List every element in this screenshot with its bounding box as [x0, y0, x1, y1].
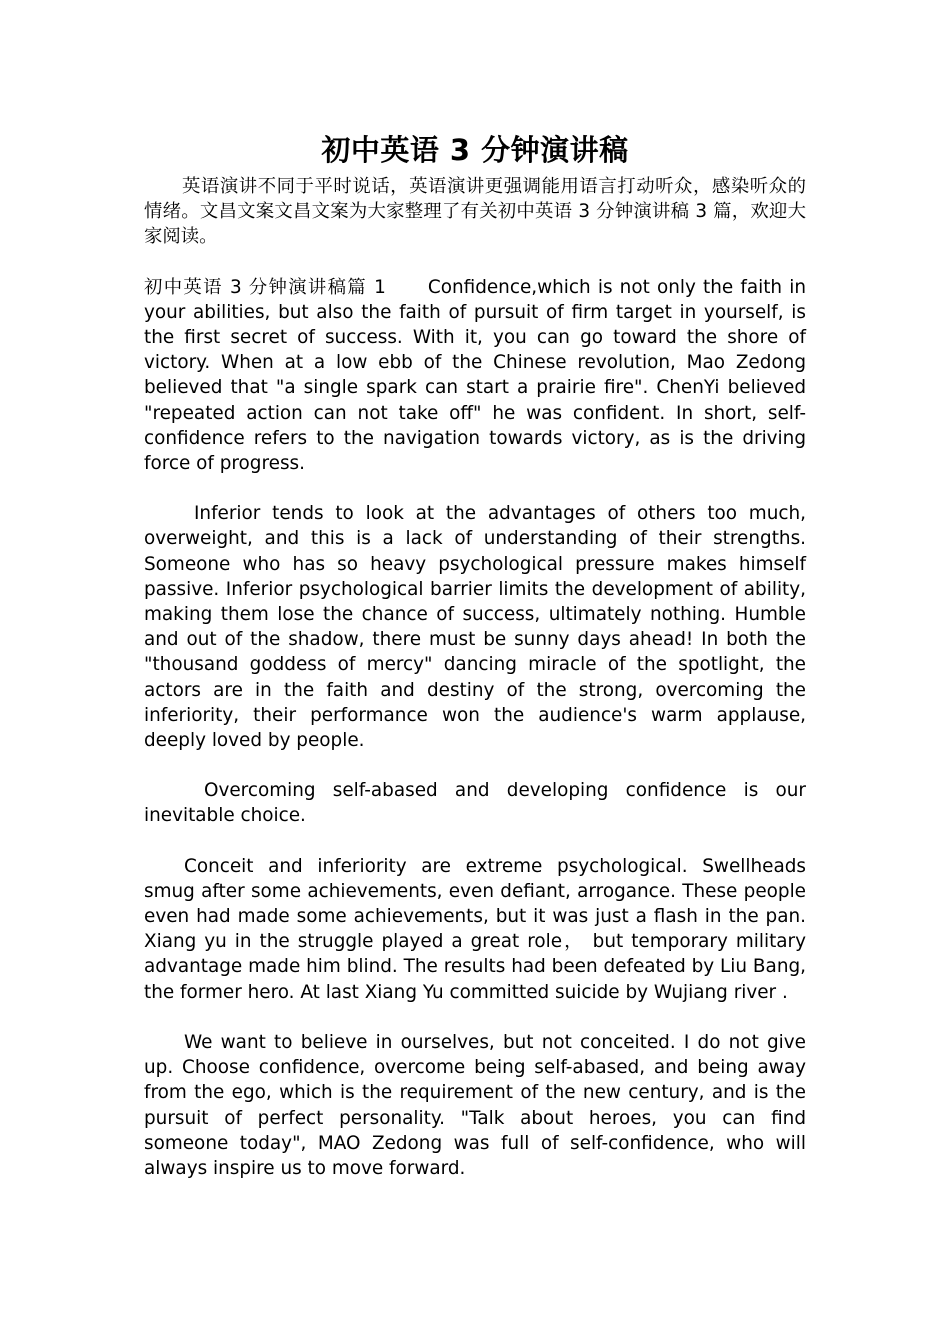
section-1-first-paragraph — [144, 275, 806, 477]
section-1-heading: 初中英语 3 分钟演讲稿篇 1 — [144, 276, 386, 298]
document-page — [144, 128, 806, 1181]
body-paragraph: Inferior tends to look at the advantages of others too much, overweight, and this is a lack of understanding of their strengths. Someone who has so heavy psychological pressure makes himself passive. Inferior psychological barrier limits the development of ability, making them lose the chance of success, ultimately nothing. Humble and out of the shadow, there must be sunny days ahead! In both the "thousand goddess of mercy" dancing miracle of the spotlight, the actors are in the faith and destiny of the strong, overcoming the inferiority, their performance won the audience's warm applause, deeply loved by people. — [144, 503, 806, 752]
paragraph-text: Confidence,which is not only the faith in your abilities, but also the faith of pursuit of firm target in yourself, is the first secret of success. With it, you can go toward the shore of victory. When at a low ebb of the Chinese revolution, Mao Zedong believed that "a single spark can start a prairie fire". ChenYi believed "repeated action can not take off" he was confident. In short, self-confidence refers to the navigation towards victory, as is the driving force of progress. — [144, 276, 806, 475]
page-title: 初中英语 3 分钟演讲稿 — [321, 133, 629, 167]
body-paragraph: We want to believe in ourselves, but not conceited. I do not give up. Choose confidence, overcome being self-abased, and being away from the ego, which is the requirement of the new century, and is the pursuit of perfect personality. "Talk about heroes, you can find someone today", MAO Zedong was full of self-confidence, who will always inspire us to move forward. — [144, 1031, 806, 1179]
body-paragraph: Overcoming self-abased and developing confidence is our inevitable choice. — [144, 780, 806, 827]
intro-paragraph: 英语演讲不同于平时说话，英语演讲更强调能用语言打动听众，感染听众的情绪。文昌文案文昌文案为大家整理了有关初中英语 3 分钟演讲稿 3 篇，欢迎大家阅读。 — [144, 176, 806, 248]
body-paragraph: Conceit and inferiority are extreme psychological. Swellheads smug after some achievements, even defiant, arrogance. These people even had made some achievements, but it was just a flash in the pan. Xiang yu in the struggle played a great role， but temporary military advantage made him blind. The results had been defeated by Liu Bang, the former hero. At last Xiang Yu committed suicide by Wujiang river . — [144, 855, 806, 1003]
